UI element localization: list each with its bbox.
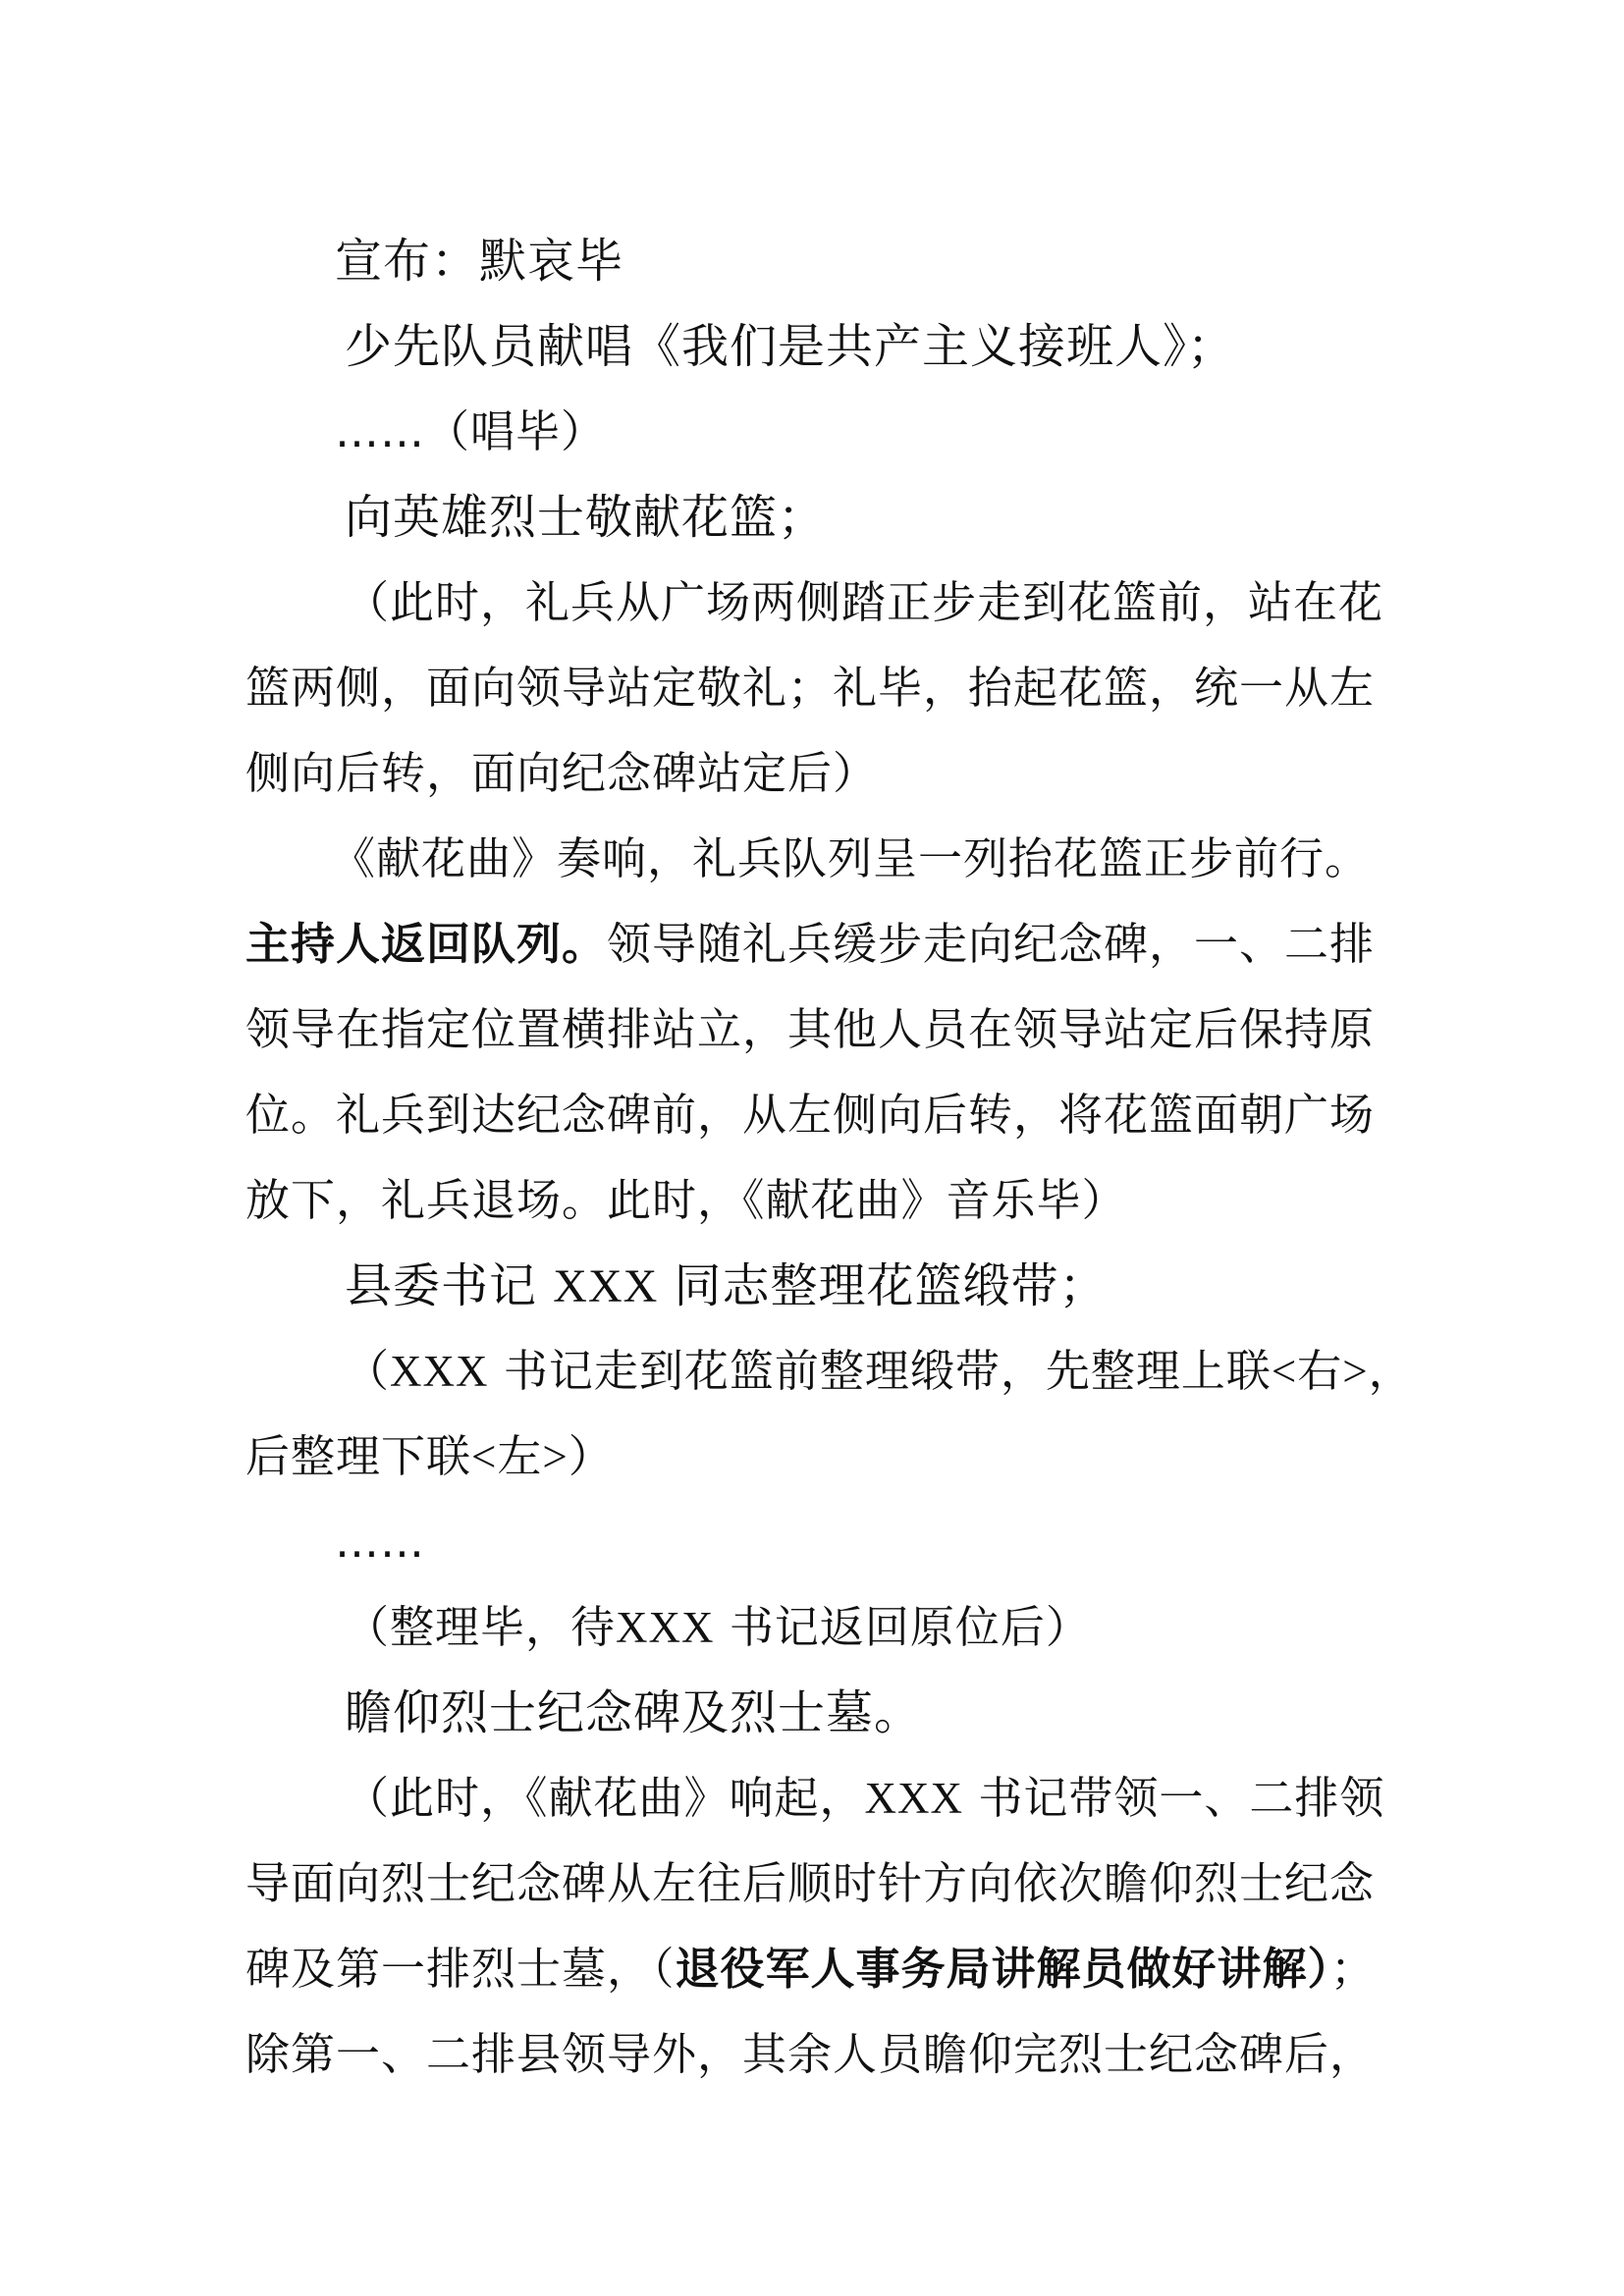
line-text: 除第一、二排县领导外，其余人员瞻仰完烈士纪念碑后， bbox=[245, 2028, 1376, 2080]
text-line-21 bbox=[245, 1940, 1376, 1999]
text-line-3 bbox=[335, 402, 606, 461]
line-text: XXX bbox=[864, 1774, 964, 1823]
line-text: 书记走到花篮前整理缎带，先整理上联 bbox=[503, 1345, 1272, 1397]
line-text: 瞻仰烈士纪念碑及烈士墓。 bbox=[345, 1685, 923, 1740]
text-line-15 bbox=[245, 1427, 614, 1486]
text-line-14 bbox=[345, 1342, 1414, 1401]
text-line-10 bbox=[245, 1000, 1375, 1059]
line-text: 《献花曲》奏响，礼兵队列呈一列抬花篮正步前行。 bbox=[331, 832, 1371, 884]
text-line-17 bbox=[345, 1598, 1091, 1657]
line-text: 位。礼兵到达纪念碑前，从左侧向后转，将花篮面朝广场 bbox=[245, 1089, 1376, 1141]
line-text: 碑及第一排烈士墓，（ bbox=[245, 1943, 676, 1995]
text-line-2 bbox=[345, 317, 1235, 376]
line-text: ……（唱毕） bbox=[335, 405, 607, 457]
text-line-22 bbox=[245, 2025, 1375, 2084]
text-line-5 bbox=[345, 573, 1383, 632]
line-text: 书记返回原位后） bbox=[729, 1601, 1091, 1653]
text-line-19 bbox=[345, 1769, 1384, 1828]
line-text: 导面向烈士纪念碑从左往后顺时针方向依次瞻仰烈士纪念 bbox=[245, 1857, 1376, 1909]
line-text: XXX bbox=[390, 1347, 489, 1396]
line-text: …… bbox=[335, 1516, 425, 1568]
line-text: 县委书记 bbox=[345, 1258, 538, 1313]
line-text: （ bbox=[345, 1345, 391, 1397]
text-line-18 bbox=[345, 1683, 922, 1742]
bold-text: 主持人返回队列。 bbox=[245, 918, 608, 970]
text-line-11 bbox=[245, 1086, 1375, 1145]
text-line-4 bbox=[345, 488, 826, 547]
bold-text: 退役军人事务局讲解员做好讲解） bbox=[675, 1943, 1331, 1995]
text-line-9 bbox=[245, 915, 1375, 974]
line-text: 宣布：默哀毕 bbox=[335, 234, 624, 289]
line-text: 领导在指定位置横排站立，其他人员在领导站定后保持原 bbox=[245, 1003, 1376, 1055]
line-text: XXX bbox=[616, 1603, 715, 1652]
line-text: 后整理下联 bbox=[245, 1430, 472, 1482]
text-line-13 bbox=[345, 1256, 1108, 1315]
line-text: 书记带领一、二排领 bbox=[978, 1772, 1385, 1824]
line-text: 放下，礼兵退场。此时，《献花曲》音乐毕） bbox=[245, 1174, 1127, 1226]
line-text: ， bbox=[1368, 1345, 1414, 1397]
text-line-8 bbox=[331, 829, 1370, 888]
line-text: 向英雄烈士敬献花篮； bbox=[345, 490, 827, 545]
line-text: ） bbox=[568, 1430, 614, 1482]
line-text: XXX bbox=[553, 1260, 659, 1312]
line-text: （整理毕，待 bbox=[345, 1601, 617, 1653]
line-text: （此时，《献花曲》响起， bbox=[345, 1772, 865, 1824]
text-line-1 bbox=[335, 232, 623, 291]
line-text: （此时，礼兵从广场两侧踏正步走到花篮前，站在花 bbox=[345, 576, 1384, 628]
line-text: 篮两侧，面向领导站定敬礼；礼毕，抬起花篮，统一从左 bbox=[245, 662, 1376, 714]
line-text: ； bbox=[1330, 1943, 1377, 1995]
text-line-20 bbox=[245, 1854, 1375, 1913]
text-line-12 bbox=[245, 1171, 1127, 1230]
line-text: <左> bbox=[471, 1432, 568, 1481]
text-line-7 bbox=[245, 744, 878, 803]
line-text: <右> bbox=[1271, 1347, 1369, 1396]
line-text: 侧向后转，面向纪念碑站定后） bbox=[245, 747, 879, 799]
line-text: 同志整理花篮缎带； bbox=[674, 1258, 1108, 1313]
line-text: 领导随礼兵缓步走向纪念碑，一、二排 bbox=[607, 918, 1376, 970]
text-line-16 bbox=[335, 1513, 425, 1572]
line-text: 少先队员献唱《我们是共产主义接班人》； bbox=[345, 319, 1236, 374]
text-line-6 bbox=[245, 659, 1375, 718]
